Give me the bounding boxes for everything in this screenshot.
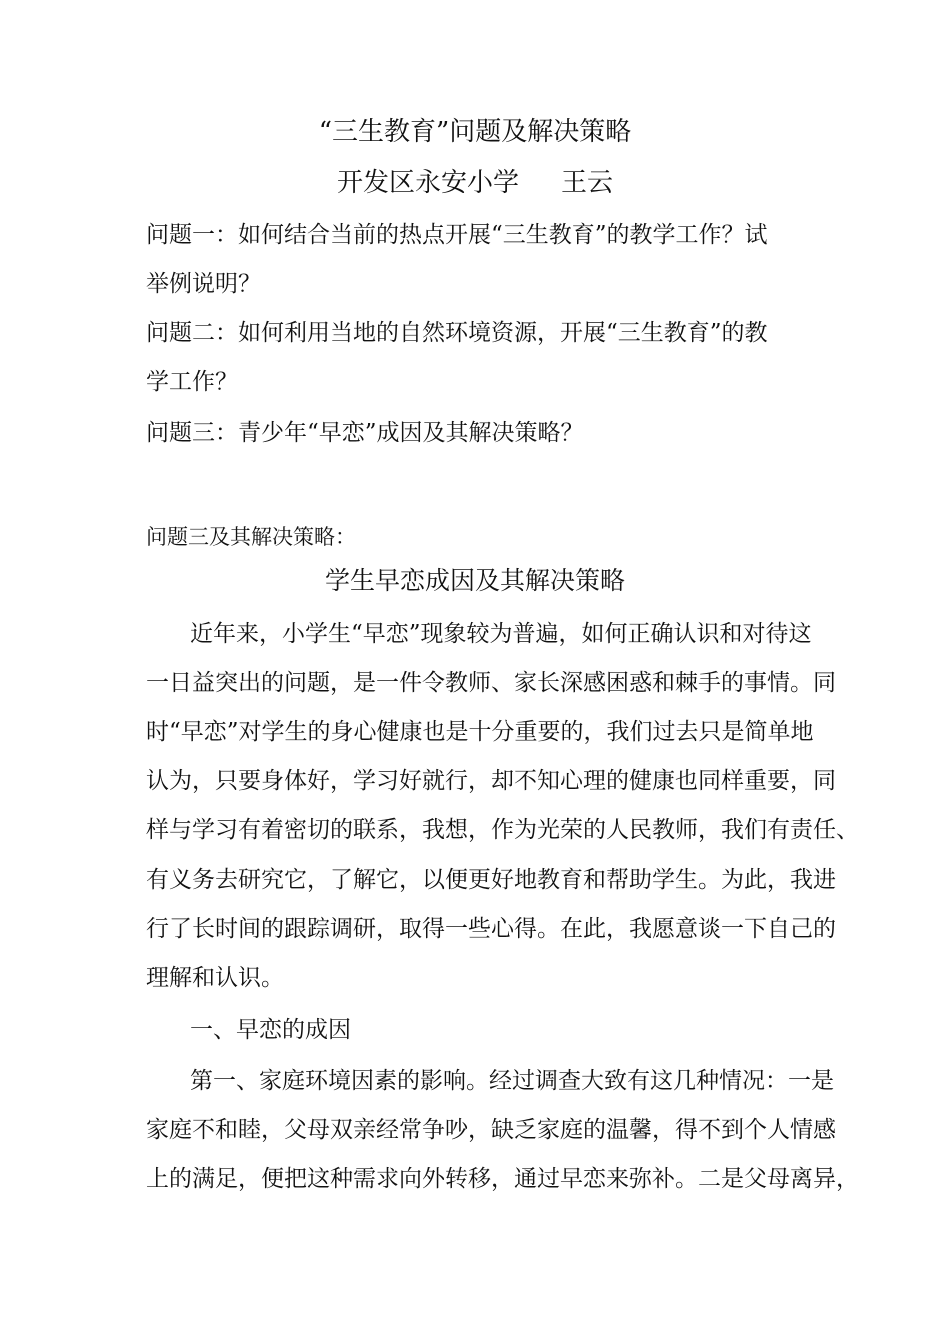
paragraph-line: 家庭不和睦，父母双亲经常争吵，缺乏家庭的温馨，得不到个人情感	[146, 1117, 836, 1143]
paragraph-line: 上的满足，便把这种需求向外转移，通过早恋来弥补。二是父母离异，	[146, 1166, 859, 1192]
subheading: 一、早恋的成因	[190, 1017, 351, 1043]
question-line: 举例说明？	[146, 271, 261, 297]
paragraph-line: 样与学习有着密切的联系，我想，作为光荣的人民教师，我们有责任、	[146, 817, 859, 843]
author-line	[0, 168, 950, 198]
paragraph-line: 第一、家庭环境因素的影响。经过调查大致有这几种情况：一是	[190, 1068, 834, 1094]
section-title: 学生早恋成因及其解决策略	[324, 566, 625, 595]
question-line: 问题一：如何结合当前的热点开展“三生教育”的教学工作？试	[146, 222, 768, 248]
paragraph-line: 认为，只要身体好，学习好就行，却不知心理的健康也同样重要，同	[146, 768, 836, 794]
paragraph-line: 时“早恋”对学生的身心健康也是十分重要的，我们过去只是简单地	[146, 719, 814, 745]
paragraph-line: 理解和认识。	[146, 965, 284, 991]
answer-heading: 问题三及其解决策略：	[146, 525, 356, 549]
question-line: 问题二：如何利用当地的自然环境资源，开展“三生教育”的教	[146, 320, 768, 346]
school-name: 开发区永安小学	[336, 168, 519, 198]
question-line: 学工作？	[146, 369, 238, 395]
document-title: “三生教育”问题及解决策略	[318, 117, 632, 147]
paragraph-line: 有义务去研究它，了解它，以便更好地教育和帮助学生。为此，我进	[146, 867, 836, 893]
paragraph-line: 近年来，小学生“早恋”现象较为普遍，如何正确认识和对待这	[190, 621, 812, 647]
paragraph-line: 一日益突出的问题，是一件令教师、家长深感困惑和棘手的事情。同	[146, 670, 836, 696]
question-line: 问题三：青少年“早恋”成因及其解决策略？	[146, 420, 584, 446]
author-name: 王云	[561, 168, 614, 198]
paragraph-line: 行了长时间的跟踪调研，取得一些心得。在此，我愿意谈一下自己的	[146, 916, 836, 942]
